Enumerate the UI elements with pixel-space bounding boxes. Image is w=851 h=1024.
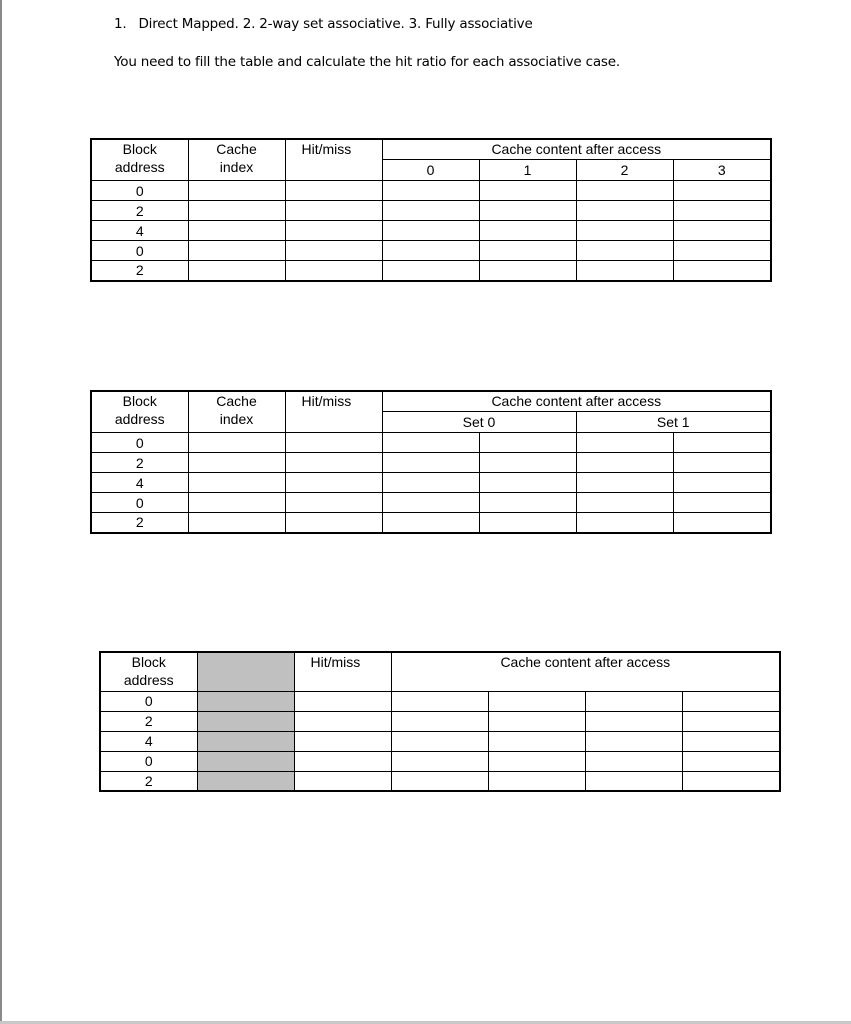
content-cell[interactable] [382, 221, 479, 241]
page-edge-left [0, 0, 2, 1024]
table-row [100, 751, 780, 771]
disabled-cell [197, 751, 294, 771]
content-cell[interactable] [382, 241, 479, 261]
content-cell[interactable] [673, 493, 771, 513]
content-cell[interactable] [576, 473, 673, 493]
block-address-cell: 2 [91, 453, 188, 473]
header-cache-label: Cache [216, 141, 257, 157]
direct-mapped-table [90, 138, 772, 282]
content-cell[interactable] [391, 691, 488, 711]
content-cell[interactable] [673, 201, 771, 221]
hit-miss-cell[interactable] [294, 691, 391, 711]
hit-miss-cell[interactable] [285, 513, 382, 533]
content-cell[interactable] [382, 513, 479, 533]
block-address-cell: 0 [91, 181, 188, 201]
cache-index-cell[interactable] [188, 453, 285, 473]
content-cell[interactable] [479, 513, 576, 533]
table-row [91, 241, 771, 261]
block-address-cell: 2 [91, 513, 188, 533]
content-cell[interactable] [682, 751, 780, 771]
content-cell[interactable] [673, 181, 771, 201]
cache-index-cell[interactable] [188, 261, 285, 281]
content-cell[interactable] [585, 751, 682, 771]
cache-index-cell[interactable] [188, 433, 285, 453]
disabled-cell [197, 771, 294, 791]
header-block-label: Block [122, 393, 157, 409]
table-row [100, 691, 780, 711]
content-cell[interactable] [382, 433, 479, 453]
table-row [91, 433, 771, 453]
content-cell[interactable] [585, 771, 682, 791]
instruction-line-1 [114, 16, 533, 32]
content-cell[interactable] [382, 493, 479, 513]
content-cell[interactable] [673, 261, 771, 281]
header-index-label: index [219, 411, 254, 427]
hit-miss-cell[interactable] [285, 261, 382, 281]
block-address-cell: 0 [100, 751, 197, 771]
header-cache-label: Cache [216, 393, 257, 409]
content-cell[interactable] [673, 221, 771, 241]
block-address-cell: 2 [100, 711, 197, 731]
subheader-set-0: Set 0 [382, 412, 576, 433]
table-row [91, 221, 771, 241]
table-row [91, 181, 771, 201]
content-cell[interactable] [673, 513, 771, 533]
content-cell[interactable] [682, 771, 780, 791]
header-cache-content: Cache content after access [391, 652, 780, 691]
content-cell[interactable] [479, 201, 576, 221]
content-cell[interactable] [479, 261, 576, 281]
content-cell[interactable] [682, 731, 780, 751]
content-cell[interactable] [576, 493, 673, 513]
cache-index-cell[interactable] [188, 473, 285, 493]
content-cell[interactable] [673, 241, 771, 261]
cache-index-cell[interactable] [188, 181, 285, 201]
subheader-slot-2: 2 [576, 160, 673, 181]
content-cell[interactable] [576, 513, 673, 533]
header-address-label: address [114, 411, 165, 427]
content-cell[interactable] [479, 181, 576, 201]
content-cell[interactable] [479, 473, 576, 493]
cache-index-cell[interactable] [188, 493, 285, 513]
hit-miss-cell[interactable] [294, 711, 391, 731]
content-cell[interactable] [682, 711, 780, 731]
list-number: 1. [114, 16, 127, 32]
content-cell[interactable] [576, 453, 673, 473]
hit-miss-cell[interactable] [285, 433, 382, 453]
content-cell[interactable] [479, 241, 576, 261]
content-cell[interactable] [488, 731, 585, 751]
content-cell[interactable] [576, 181, 673, 201]
header-block-address [91, 139, 188, 181]
table-row [91, 513, 771, 533]
table-row [91, 473, 771, 493]
hit-miss-cell[interactable] [285, 453, 382, 473]
content-cell[interactable] [479, 453, 576, 473]
header-cache-index [188, 139, 285, 181]
block-address-cell: 0 [91, 493, 188, 513]
instruction-line-2: You need to fill the table and calculate the hit ratio for each associative case. [114, 54, 620, 70]
content-cell[interactable] [382, 473, 479, 493]
hit-miss-cell[interactable] [285, 493, 382, 513]
content-cell[interactable] [576, 261, 673, 281]
content-cell[interactable] [382, 261, 479, 281]
content-cell[interactable] [391, 751, 488, 771]
content-cell[interactable] [382, 181, 479, 201]
header-hit-miss: Hit/miss [285, 139, 382, 181]
content-cell[interactable] [488, 711, 585, 731]
block-address-cell: 2 [91, 201, 188, 221]
table-row [91, 201, 771, 221]
block-address-cell: 0 [91, 433, 188, 453]
disabled-cell [197, 691, 294, 711]
cache-types-text: Direct Mapped. 2. 2-way set associative. 3. Fully associative [138, 16, 533, 32]
content-cell[interactable] [391, 711, 488, 731]
header-hit-miss: Hit/miss [285, 391, 382, 433]
hit-miss-cell[interactable] [294, 771, 391, 791]
disabled-cell [197, 731, 294, 751]
content-cell[interactable] [585, 691, 682, 711]
content-cell[interactable] [391, 771, 488, 791]
header-cache-index [188, 391, 285, 433]
cache-index-cell[interactable] [188, 241, 285, 261]
content-cell[interactable] [673, 473, 771, 493]
content-cell[interactable] [479, 221, 576, 241]
content-cell[interactable] [576, 221, 673, 241]
content-cell[interactable] [585, 731, 682, 751]
content-cell[interactable] [391, 731, 488, 751]
table-row [100, 731, 780, 751]
content-cell[interactable] [479, 433, 576, 453]
header-cache-content: Cache content after access [382, 391, 771, 412]
cache-index-cell[interactable] [188, 513, 285, 533]
header-hit-miss: Hit/miss [294, 652, 391, 691]
block-address-cell: 0 [100, 691, 197, 711]
content-cell[interactable] [382, 201, 479, 221]
table-row [91, 261, 771, 281]
content-cell[interactable] [479, 493, 576, 513]
hit-miss-cell[interactable] [285, 241, 382, 261]
hit-miss-cell[interactable] [294, 731, 391, 751]
header-block-address [91, 391, 188, 433]
block-address-cell: 0 [91, 241, 188, 261]
content-cell[interactable] [585, 711, 682, 731]
table-row [100, 771, 780, 791]
content-cell[interactable] [576, 433, 673, 453]
block-address-cell: 2 [91, 261, 188, 281]
hit-miss-cell[interactable] [294, 751, 391, 771]
content-cell[interactable] [488, 691, 585, 711]
header-cache-content: Cache content after access [382, 139, 771, 160]
header-block-label: Block [131, 654, 166, 670]
content-cell[interactable] [488, 771, 585, 791]
content-cell[interactable] [382, 453, 479, 473]
subheader-slot-3: 3 [673, 160, 771, 181]
hit-miss-cell[interactable] [285, 201, 382, 221]
hit-miss-cell[interactable] [285, 473, 382, 493]
content-cell[interactable] [673, 453, 771, 473]
content-cell[interactable] [682, 691, 780, 711]
table-row [100, 711, 780, 731]
disabled-cell [197, 711, 294, 731]
block-address-cell: 4 [91, 221, 188, 241]
cache-index-cell[interactable] [188, 201, 285, 221]
header-address-label: address [114, 159, 165, 175]
subheader-set-1: Set 1 [576, 412, 771, 433]
block-address-cell: 4 [100, 731, 197, 751]
header-block-label: Block [122, 141, 157, 157]
hit-miss-cell[interactable] [285, 181, 382, 201]
block-address-cell: 2 [100, 771, 197, 791]
two-way-set-associative-table [90, 390, 772, 534]
block-address-cell: 4 [91, 473, 188, 493]
cache-index-cell[interactable] [188, 221, 285, 241]
table-row [91, 453, 771, 473]
header-block-address [100, 652, 197, 691]
header-cache-index-disabled [197, 652, 294, 691]
table-row [91, 493, 771, 513]
content-cell[interactable] [488, 751, 585, 771]
header-address-label: address [123, 672, 174, 688]
content-cell[interactable] [576, 241, 673, 261]
subheader-slot-1: 1 [479, 160, 576, 181]
hit-miss-cell[interactable] [285, 221, 382, 241]
content-cell[interactable] [673, 433, 771, 453]
content-cell[interactable] [576, 201, 673, 221]
header-index-label: index [219, 159, 254, 175]
fully-associative-table [99, 651, 781, 792]
subheader-slot-0: 0 [382, 160, 479, 181]
